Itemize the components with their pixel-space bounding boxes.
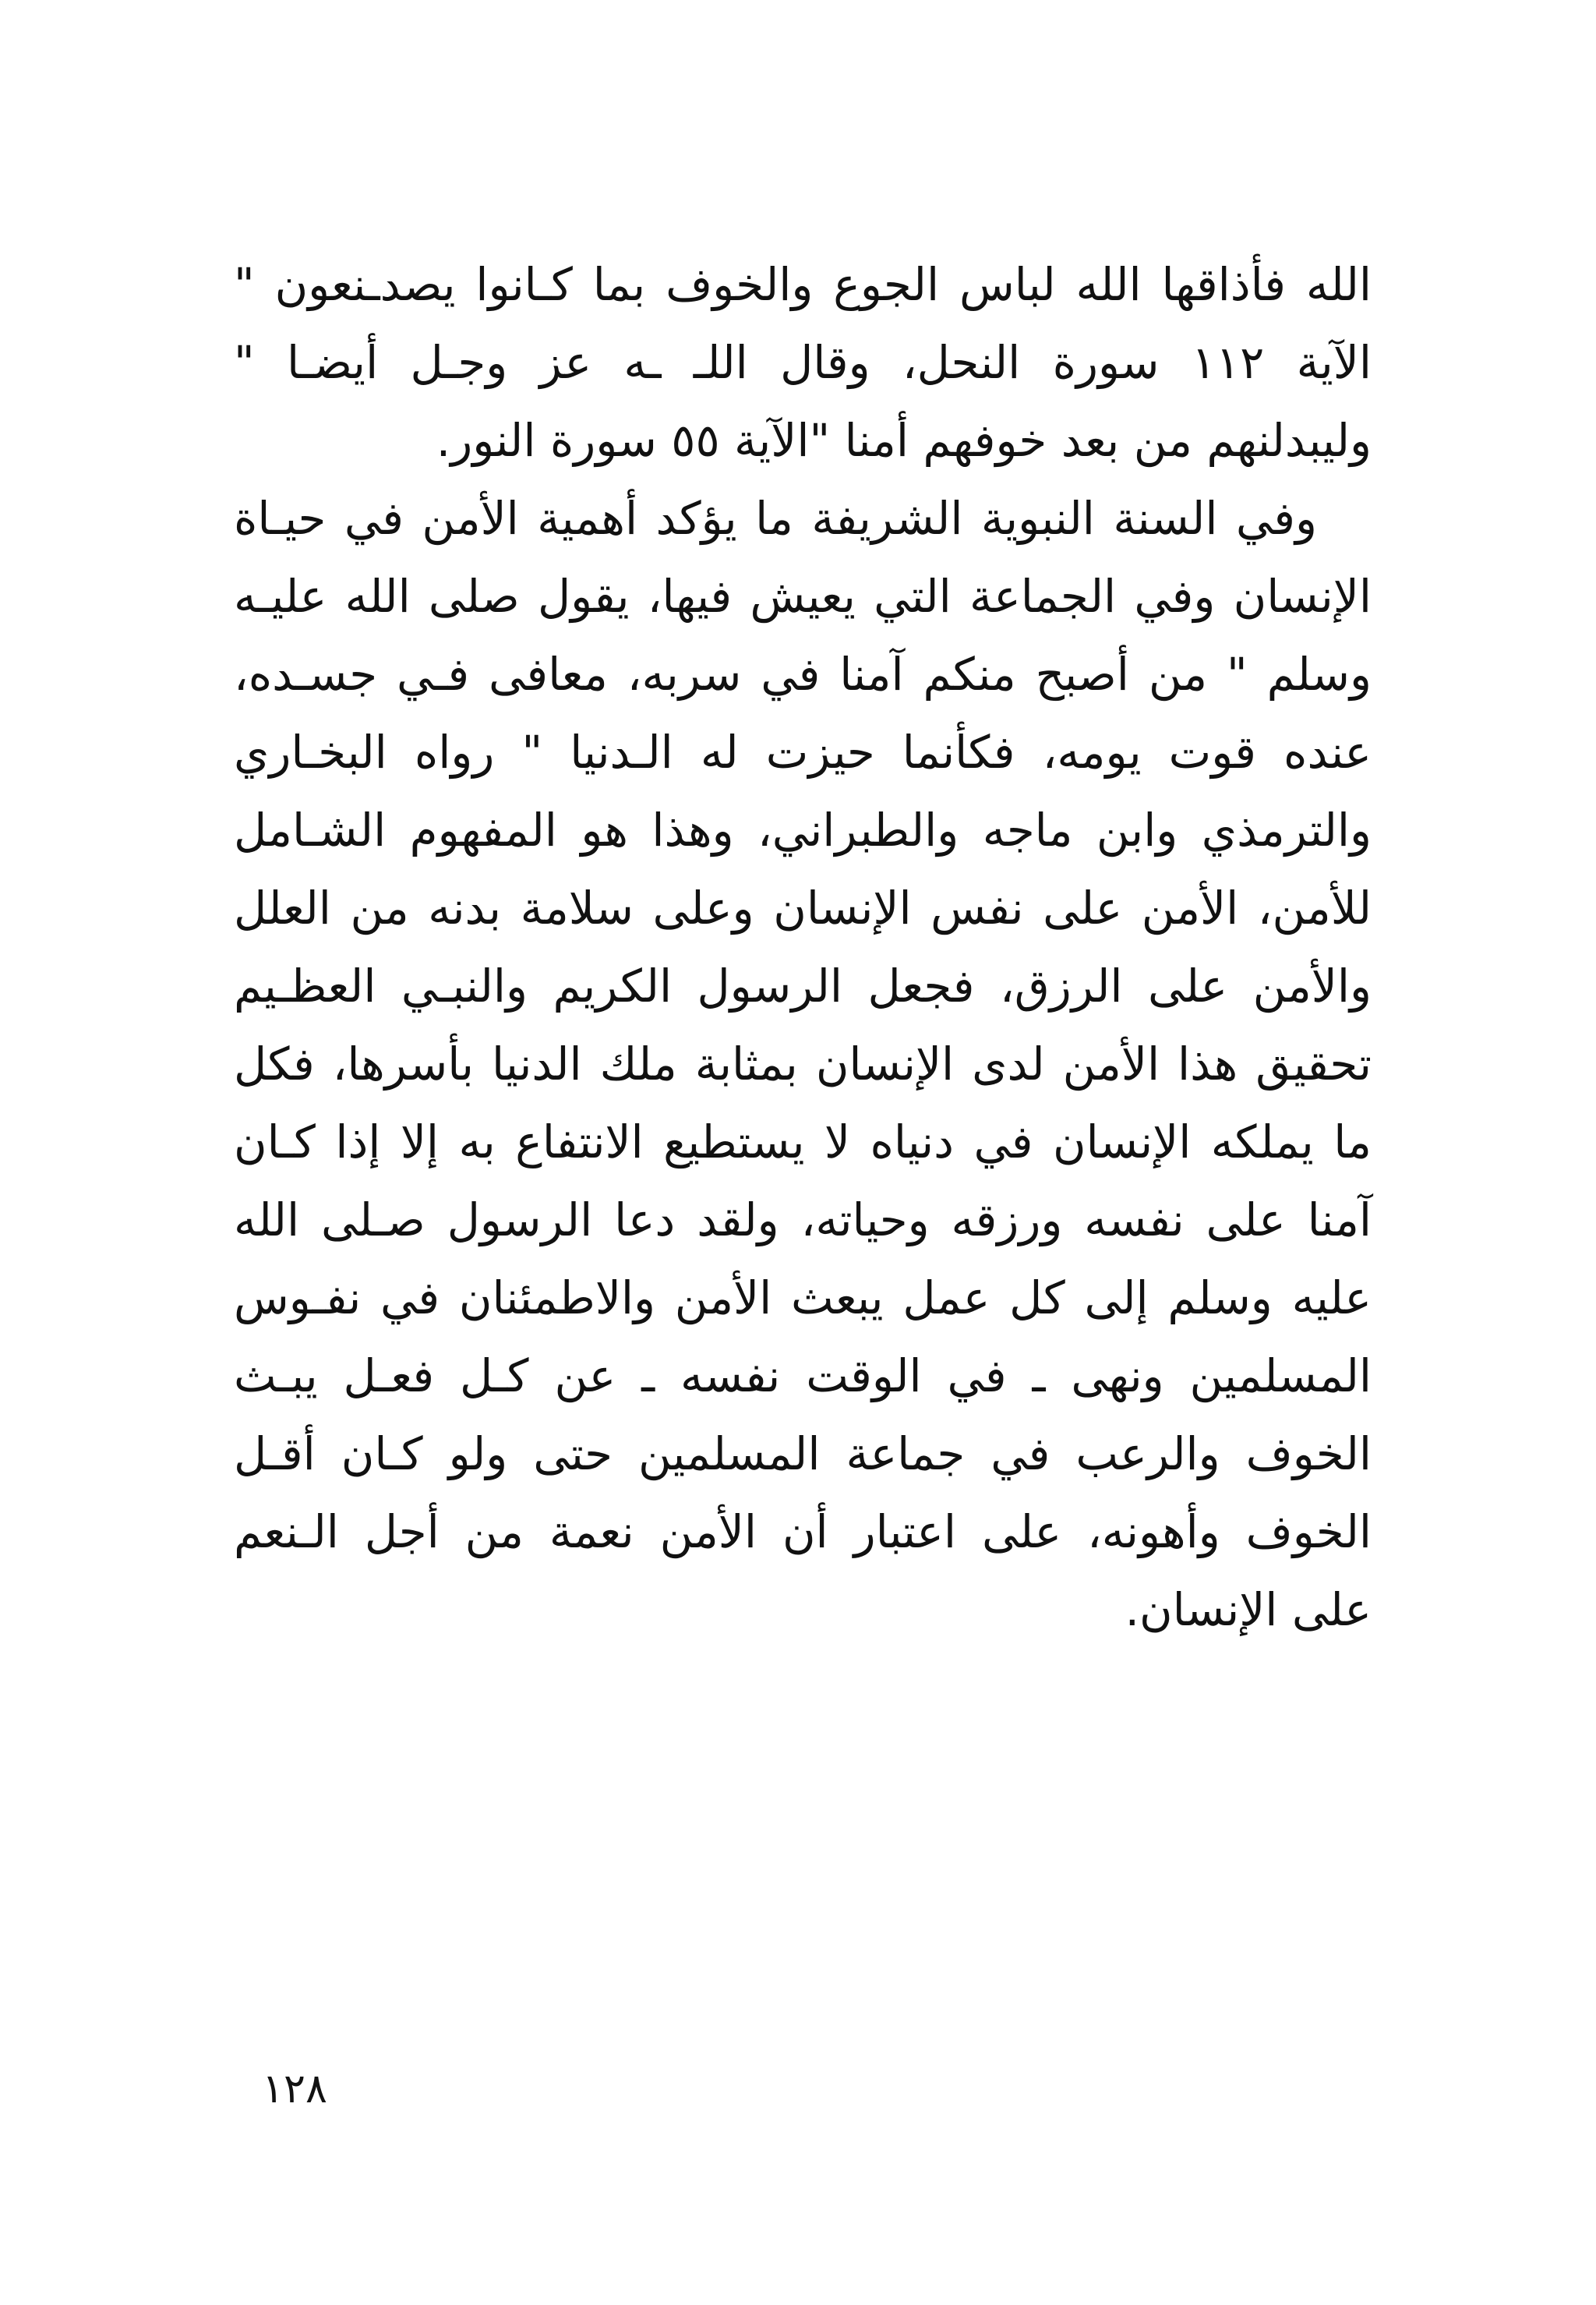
text-line: على الإنسان. — [1125, 1583, 1372, 1636]
text-line: الخوف والرعب في جماعة المسلمين حتى ولو كـان أقـل — [234, 1427, 1372, 1480]
text-line: آمنا على نفسه ورزقه وحياته، ولقد دعا الرسول صـلى الله — [234, 1193, 1372, 1246]
text-line: وسلم " من أصبح منكم آمنا في سربه، معافى فـي جسـده، — [234, 648, 1372, 701]
text-line: تحقيق هذا الأمن لدى الإنسان بمثابة ملك الدنيا بأسرها، فكل — [234, 1038, 1372, 1091]
text-line: الإنسان وفي الجماعة التي يعيش فيها، يقول صلى الله عليـه — [234, 570, 1372, 623]
text-line: ما يملكه الإنسان في دنياه لا يستطيع الانتفاع به إلا إذا كـان — [234, 1115, 1372, 1168]
text-line: والترمذي وابن ماجه والطبراني، وهذا هو المفهوم الشـامل — [234, 804, 1372, 857]
text-line: الخوف وأهونه، على اعتبار أن الأمن نعمة من أجل الـنعم — [234, 1505, 1372, 1558]
body-text — [234, 246, 1372, 1649]
text-line: الآية ١١٢ سورة النحل، وقال اللـ ـه عز وجـل أيضـا " — [234, 336, 1372, 389]
text-line: عليه وسلم إلى كل عمل يبعث الأمن والاطمئنان في نفـوس — [234, 1271, 1372, 1324]
text-line: عنده قوت يومه، فكأنما حيزت له الـدنيا " رواه البخـاري — [234, 726, 1372, 779]
text-line: وفي السنة النبوية الشريفة ما يؤكد أهمية الأمن في حيـاة — [234, 492, 1317, 545]
text-line: الله فأذاقها الله لباس الجوع والخوف بما كـانوا يصدـنعون " — [234, 258, 1372, 311]
text-line: المسلمين ونهى ـ في الوقت نفسه ـ عن كـل فعـل يبـث — [234, 1349, 1372, 1402]
page-number: ١٢٨ — [262, 2066, 327, 2112]
text-line: والأمن على الرزق، فجعل الرسول الكريم والنبـي العظـيم — [234, 960, 1372, 1013]
text-line: وليبدلنهم من بعد خوفهم أمنا "الآية ٥٥ سورة النور. — [436, 414, 1372, 467]
text-line: للأمن، الأمن على نفس الإنسان وعلى سلامة بدنه من العلل — [234, 882, 1372, 935]
